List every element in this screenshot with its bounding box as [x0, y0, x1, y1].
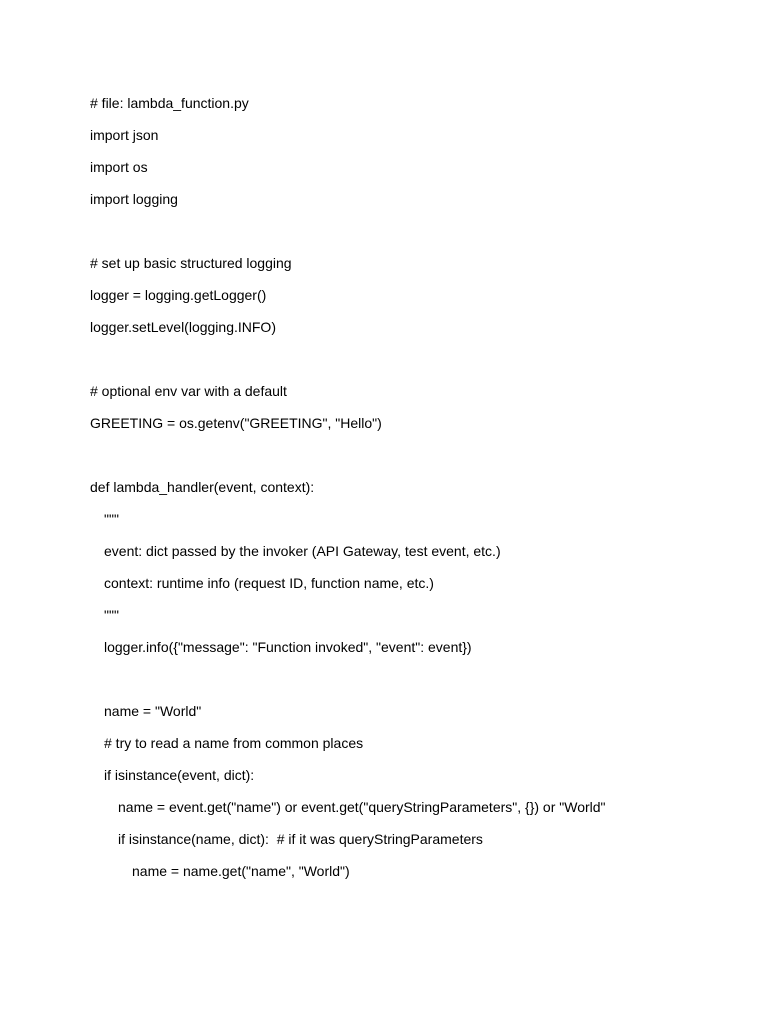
- code-line: # try to read a name from common places: [104, 735, 364, 751]
- code-line: GREETING = os.getenv("GREETING", "Hello"): [90, 415, 382, 431]
- code-line: logger = logging.getLogger(): [90, 287, 267, 303]
- code-line: # optional env var with a default: [90, 383, 287, 399]
- code-line: context: runtime info (request ID, function name, etc.): [104, 575, 434, 591]
- code-line: logger.setLevel(logging.INFO): [90, 319, 276, 335]
- code-line: logger.info({"message": "Function invoked", "event": event}): [104, 639, 472, 655]
- code-line: name = name.get("name", "World"): [132, 863, 350, 879]
- blank-line: [90, 670, 730, 702]
- code-line: event: dict passed by the invoker (API Gateway, test event, etc.): [104, 543, 501, 559]
- code-line: name = "World": [104, 703, 202, 719]
- code-line: """: [104, 511, 119, 527]
- code-line: import logging: [90, 191, 178, 207]
- code-line: import os: [90, 159, 148, 175]
- code-line: def lambda_handler(event, context):: [90, 479, 315, 495]
- code-line: if isinstance(name, dict): # if it was queryStringParameters: [118, 831, 483, 847]
- code-line: name = event.get("name") or event.get("queryStringParameters", {}) or "World": [118, 799, 606, 815]
- code-line: # set up basic structured logging: [90, 255, 292, 271]
- code-line: if isinstance(event, dict):: [104, 767, 255, 783]
- blank-line: [90, 446, 730, 478]
- code-line: import json: [90, 127, 159, 143]
- code-line: """: [104, 607, 119, 623]
- code-body: [90, 94, 730, 894]
- blank-line: [90, 350, 730, 382]
- blank-line: [90, 222, 730, 254]
- code-line: # file: lambda_function.py: [90, 95, 249, 111]
